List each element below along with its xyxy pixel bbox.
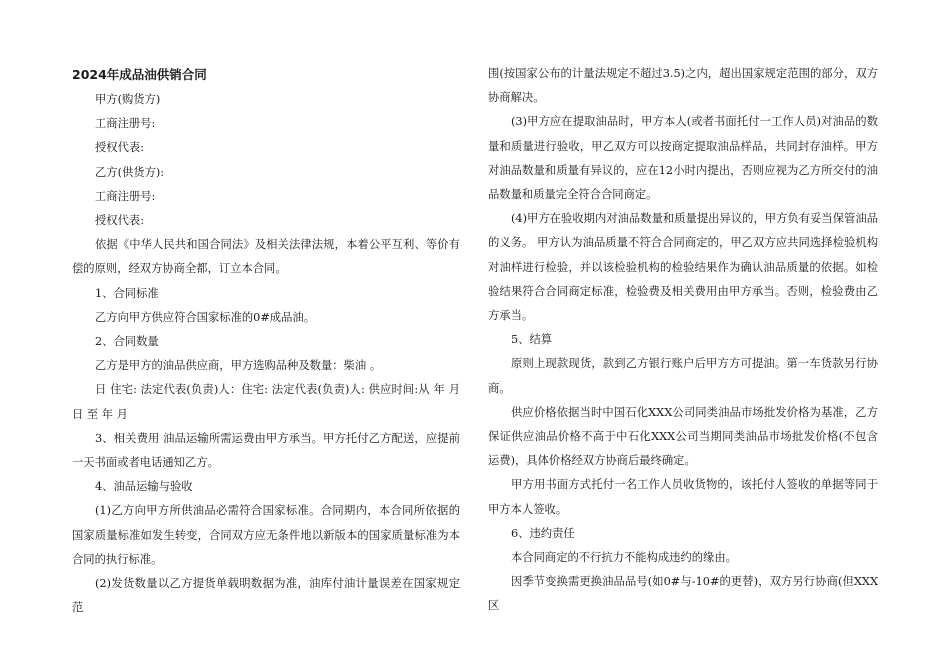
left-paragraph: 依据《中华人民共和国合同法》及相关法律法规，本着公平互利、等价有偿的原则，经双方协商全都，订立本合同。: [72, 238, 460, 276]
right-paragraph: 围(按国家公布的计量法规定不超过3.5)之内，超出国家规定范围的部分，双方协商解决。: [488, 67, 878, 105]
right-paragraph: 因季节变换需更换油品品号(如0#与-10#的更替)，双方另行协商(但XXX区: [488, 575, 878, 613]
left-paragraph: 授权代表:: [95, 214, 144, 228]
left-paragraph: 工商注册号:: [95, 117, 156, 131]
left-paragraph: 乙方是甲方的油品供应商，甲方选购品种及数量：柴油 。: [95, 359, 382, 373]
left-paragraph: 授权代表:: [95, 141, 144, 155]
left-paragraph: 1、合同标准: [95, 286, 159, 300]
left-paragraph: 4、油品运输与验收: [95, 480, 193, 494]
right-paragraphs: [488, 62, 878, 619]
left-paragraph: 2、合同数量: [95, 335, 159, 349]
left-paragraph: 日 住宅: 法定代表(负责)人：住宅: 法定代表(负责)人: 供应时间:从 年 月 日 至 年 月: [72, 383, 460, 421]
left-column: [72, 62, 460, 620]
left-paragraphs: [72, 88, 460, 620]
left-paragraph: 甲方(购货方): [95, 93, 161, 106]
right-paragraph: 6、违约责任: [511, 526, 575, 540]
left-paragraph: 乙方(供货方):: [95, 165, 165, 179]
right-paragraph: 本合同商定的不行抗力不能构成违约的缘由。: [511, 551, 737, 565]
right-paragraph: 原则上现款现货，款到乙方银行账户后甲方方可提油。第一车货款另行协商。: [488, 357, 878, 395]
right-column: [488, 62, 878, 619]
left-paragraph: 工商注册号:: [95, 189, 156, 203]
left-paragraph: (1)乙方向甲方所供油品必需符合国家标准。合同期内，本合同所依据的国家质量标准如发生转变，合同双方应无条件地以新版本的国家质量标准为本合同的执行标准。: [72, 504, 460, 566]
document-title: 2024年成品油供销合同: [72, 67, 207, 82]
left-paragraph: (2)发货数量以乙方提货单载明数据为准，油库付油计量误差在国家规定范: [72, 577, 460, 615]
right-paragraph: 供应价格依据当时中国石化XXX公司同类油品市场批发价格为基准，乙方保证供应油品价格不高于中石化XXX公司当期同类油品市场批发价格(不包含运费)，具体价格经双方协商后最终确定。: [488, 405, 878, 468]
right-paragraph: 5、结算: [511, 333, 553, 347]
left-paragraph: 乙方向甲方供应符合国家标准的0#成品油。: [95, 310, 315, 324]
right-paragraph: 甲方用书面方式托付一名工作人员收货物的，该托付人签收的单据等同于甲方本人签收。: [488, 478, 878, 516]
right-paragraph: (4)甲方在验收期内对油品数量和质量提出异议的，甲方负有妥当保管油品的义务。 甲方认为油品质量不符合合同商定的，甲乙双方应共同选择检验机构对油样进行检验，并以该检验机构的检验结果作为确认油品质量的依据。如检验结果符合合同商定标准，检验费及相关费用由甲方承当。否则，检验费由乙方承当。: [488, 212, 878, 323]
left-paragraph: 3、相关费用 油品运输所需运费由甲方承当。甲方托付乙方配送，应提前一天书面或者电话通知乙方。: [72, 431, 460, 470]
right-paragraph: (3)甲方应在提取油品时，甲方本人(或者书面托付一工作人员)对油品的数量和质量进行验收，甲乙双方可以按商定提取油品样品，共同封存油样。甲方对油品数量和质量有异议的，应在12小时内提出，否则应视为乙方所交付的油品数量和质量完全符合合同商定。: [488, 115, 878, 202]
